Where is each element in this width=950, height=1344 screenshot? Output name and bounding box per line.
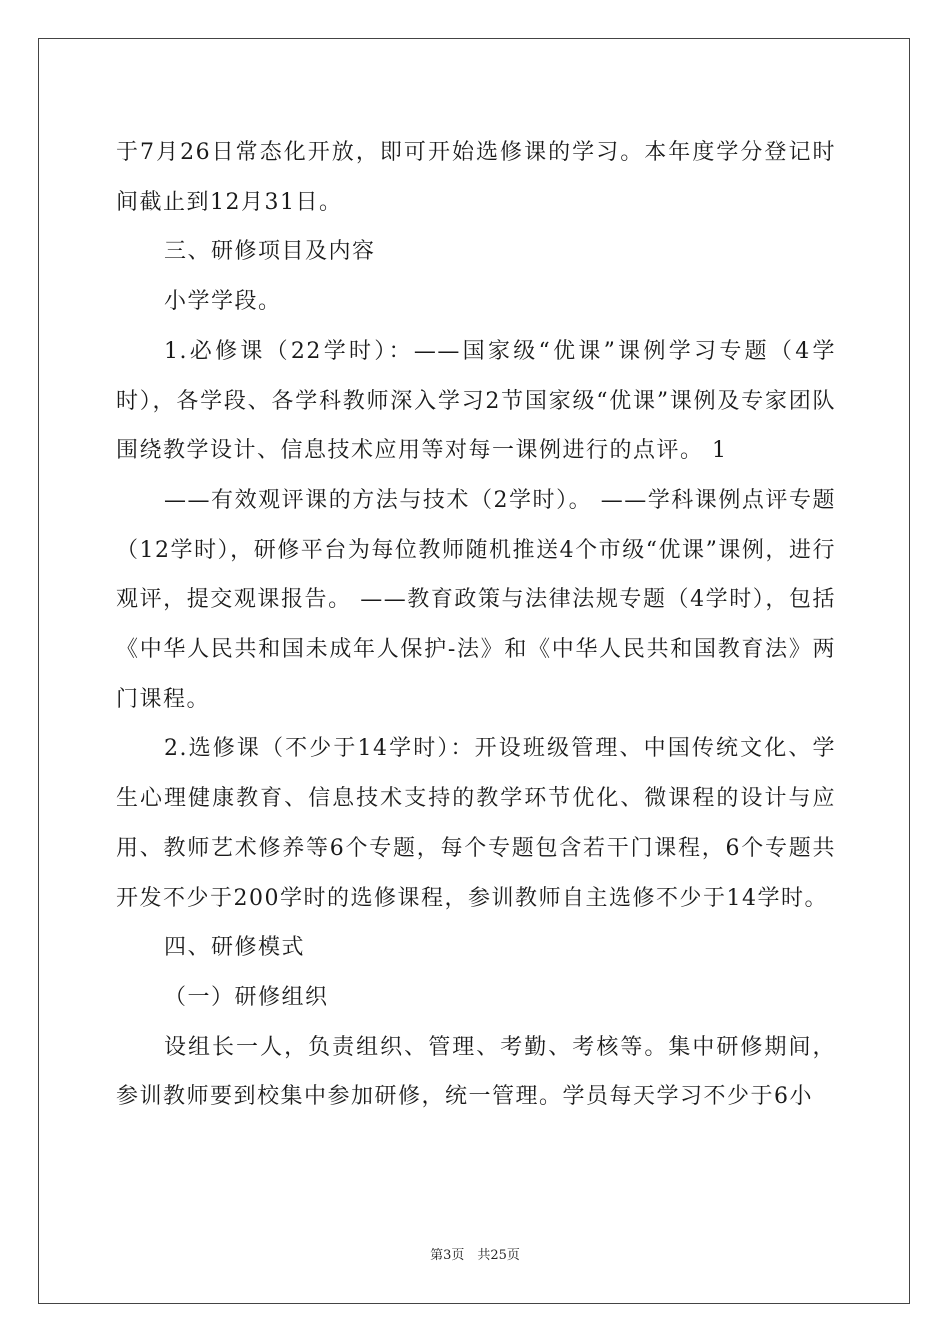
subheading-primary-school: 小学学段。 [164, 289, 282, 315]
section-heading-4: 四、研修模式 [164, 935, 306, 961]
paragraph-required-courses: 1.必修课（22学时）：——国家级“优课”课例学习专题（4学时），各学段、各学科教师深入学习2节国家级“优课”课例及专家团队围绕教学设计、信息技术应用等对每一课例进行的点评。 1 [116, 338, 836, 464]
paragraph-course-topics: ——有效观评课的方法与技术（2学时）。 ——学科课例点评专题（12学时），研修平台为每位教师随机推送4个市级“优课”课例，进行观评，提交观课报告。 ——教育政策与法律法规专题（4学时），包括《中华人民共和国未成年人保护-法》和《中华人民共和国教育法》两门课程。 [116, 487, 836, 712]
subheading-organization: （一）研修组织 [164, 984, 329, 1010]
paragraph-continuation: 于7月26日常态化开放，即可开始选修课的学习。本年度学分登记时间截止到12月31日。 [116, 140, 836, 215]
page-footer: 第3页 共25页 [430, 1248, 520, 1263]
section-heading-3: 三、研修项目及内容 [164, 239, 376, 265]
paragraph-organization: 设组长一人，负责组织、管理、考勤、考核等。集中研修期间，参训教师要到校集中参加研修，统一管理。学员每天学习不少于6小 [116, 1034, 836, 1110]
document-body [116, 128, 836, 1122]
paragraph-elective-courses: 2.选修课（不少于14学时）：开设班级管理、中国传统文化、学生心理健康教育、信息技术支持的教学环节优化、微课程的设计与应用、教师艺术修养等6个专题，每个专题包含若干门课程，6个专题共开发不少于200学时的选修课程，参训教师自主选修不少于14学时。 [116, 736, 836, 911]
